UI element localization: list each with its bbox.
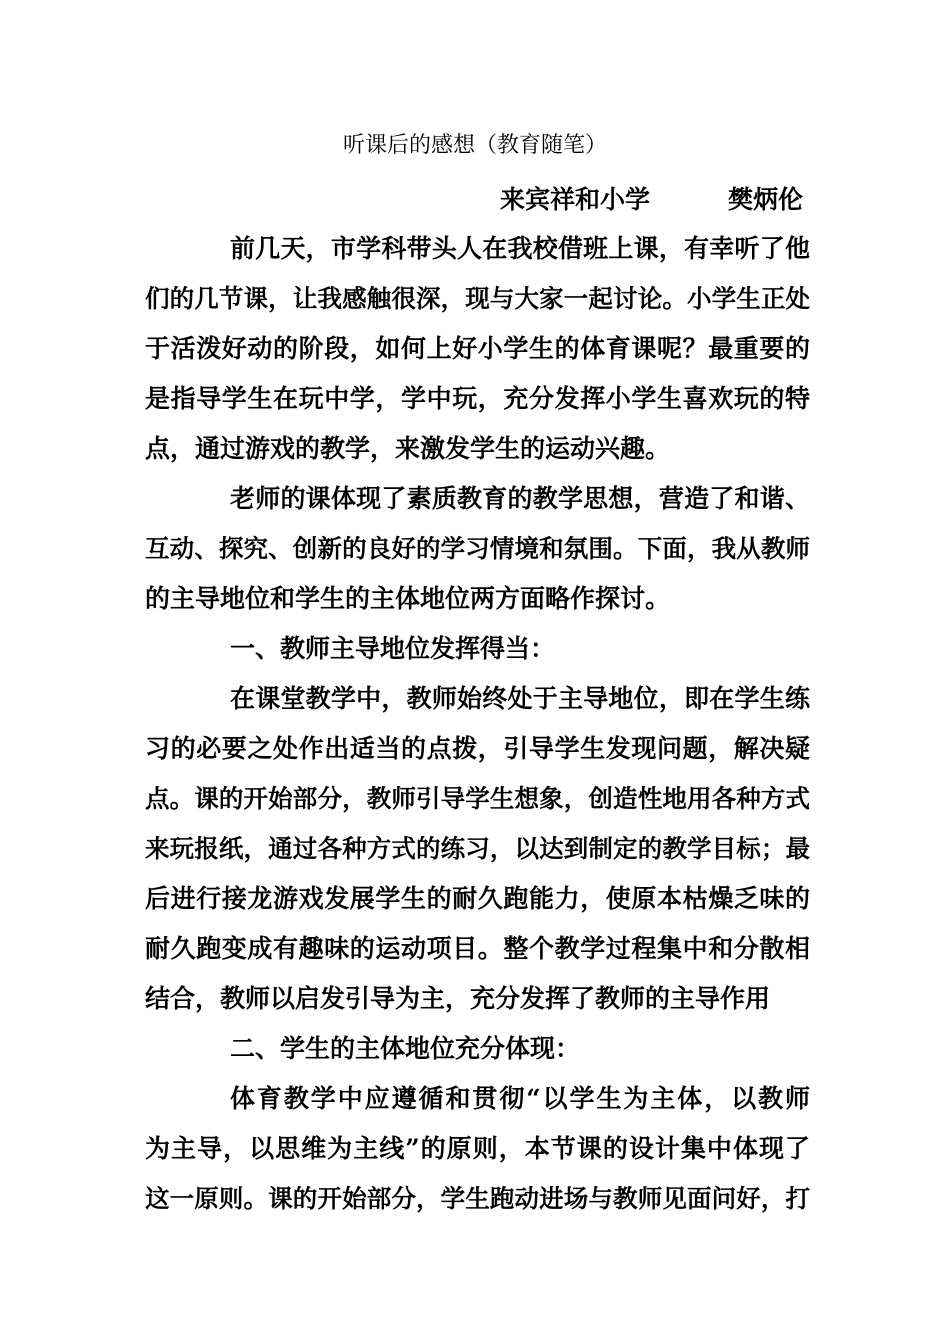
paragraph-line: 老师的课体现了素质教育的教学思想，营造了和谐、: [230, 484, 810, 513]
section-heading: 一、教师主导地位发挥得当：: [230, 634, 556, 663]
paragraph-line: 这一原则。课的开始部分，学生跑动进场与教师见面问好，打: [145, 1184, 810, 1213]
paragraph-line: 习的必要之处作出适当的点拨，引导学生发现问题，解决疑: [145, 734, 810, 763]
author-name: 樊炳伦: [728, 185, 804, 214]
paragraph-line: 点。课的开始部分，教师引导学生想象，创造性地用各种方式: [145, 784, 810, 813]
paragraph-line: 前几天，市学科带头人在我校借班上课，有幸听了他: [230, 234, 810, 263]
author-school: 来宾祥和小学: [500, 185, 651, 214]
paragraph-line: 的主导地位和学生的主体地位两方面略作探讨。: [145, 584, 671, 613]
paragraph-line: 来玩报纸，通过各种方式的练习，以达到制定的教学目标；最: [145, 834, 810, 863]
paragraph-line: 互动、探究、创新的良好的学习情境和氛围。下面，我从教师: [145, 534, 810, 563]
document-title: 听课后的感想（教育随笔）: [342, 133, 607, 158]
paragraph-line: 耐久跑变成有趣味的运动项目。整个教学过程集中和分散相: [145, 934, 810, 963]
paragraph-line: 后进行接龙游戏发展学生的耐久跑能力，使原本枯燥乏味的: [145, 884, 810, 913]
paragraph-line: 于活泼好动的阶段，如何上好小学生的体育课呢？最重要的: [145, 334, 810, 363]
paragraph-line: 们的几节课，让我感触很深，现与大家一起讨论。小学生正处: [145, 284, 810, 313]
section-heading: 二、学生的主体地位充分体现：: [230, 1034, 581, 1063]
paragraph-line: 体育教学中应遵循和贯彻“以学生为主体，以教师: [230, 1084, 810, 1113]
paragraph-line: 在课堂教学中，教师始终处于主导地位，即在学生练: [230, 684, 810, 713]
paragraph-line: 点，通过游戏的教学，来激发学生的运动兴趣。: [145, 434, 671, 463]
paragraph-line: 为主导，以思维为主线”的原则，本节课的设计集中体现了: [145, 1134, 810, 1163]
author-line: [500, 183, 803, 217]
paragraph-line: 是指导学生在玩中学，学中玩，充分发挥小学生喜欢玩的特: [145, 384, 810, 413]
paragraph-line: 结合，教师以启发引导为主，充分发挥了教师的主导作用: [145, 984, 771, 1013]
